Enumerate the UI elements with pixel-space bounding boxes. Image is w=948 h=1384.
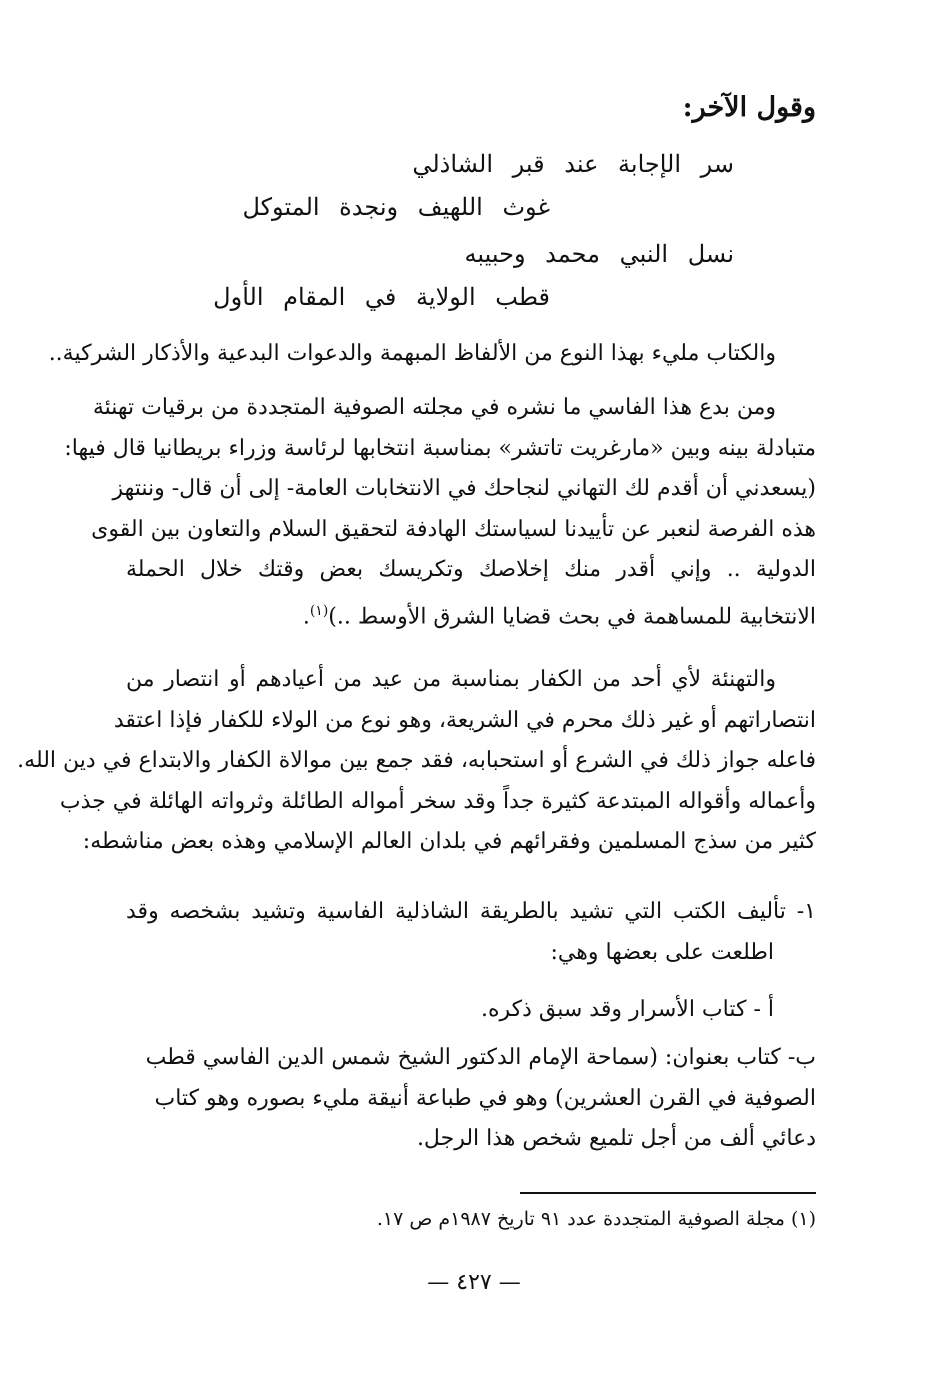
verse-line-3: نسل النبي محمد وحبيبه [464,240,734,268]
paragraph-line: وأعماله وأقواله المبتدعة كثيرة جداً وقد سخر أمواله الطائلة وثرواته الهائلة في جذب [59,788,816,814]
paragraph-2 [64,388,817,631]
list-item-1 [126,892,816,973]
paragraph-line: انتصاراتهم أو غير ذلك محرم في الشريعة، وهو نوع من الولاء للكفار فإذا اعتقد [113,707,816,733]
quote-end-text: الانتخابية للمساهمة في بحث قضايا الشرق الأوسط ..) [328,603,816,629]
paragraph-line: والكتاب مليء بهذا النوع من الألفاظ المبهمة والدعوات البدعية والأذكار الشركية.. [48,341,776,366]
list-line: ب- كتاب بعنوان: (سماحة الإمام الدكتور الشيخ شمس الدين الفاسي قطب [145,1045,816,1070]
footnote-marker: (١) [309,602,329,619]
page-number: — ٤٢٧ — [427,1270,521,1295]
verse-line-1: سر الإجابة عند قبر الشاذلي [412,150,734,178]
paragraph-line: الدولية .. وإني أقدر منك إخلاصك وتكريسك بعض وقتك خلال الحملة [126,557,817,582]
paragraph-line: هذه الفرصة لنعبر عن تأييدنا لسياستك الهادفة لتحقيق السلام والتعاون بين القوى [91,516,816,542]
paragraph-1 [48,334,816,375]
paragraph-3 [17,660,816,863]
list-line: اطلعت على بعضها وهي: [550,939,774,965]
paragraph-line: (يسعدني أن أقدم لك التهاني لنجاحك في الانتخابات العامة- إلى أن قال- وننتهز [112,476,816,501]
paragraph-line: متبادلة بينه وبين «مارغريت تاتشر» بمناسبة انتخابها لرئاسة وزراء بريطانيا قال فيها: [64,435,816,461]
section-heading: وقول الآخر: [682,92,816,123]
period: . [302,603,310,629]
paragraph-line: فاعله جواز ذلك في الشرع أو استحبابه، فقد جمع بين موالاة الكفار والابتداع في دين الله. [17,748,816,773]
paragraph-line-last [126,591,816,632]
list-item-1b [145,1038,816,1160]
paragraph-line: والتهنئة لأي أحد من الكفار بمناسبة من عيد من أعيادهم أو انتصار من [126,667,776,692]
verse-line-2: غوث اللهيف ونجدة المتوكل [242,193,550,221]
footnote-separator [520,1192,816,1194]
list-line: الصوفية في القرن العشرين) وهو في طباعة أنيقة مليء بصوره وهو كتاب [154,1085,816,1111]
list-line: ١- تأليف الكتب التي تشيد بالطريقة الشاذلية الفاسية وتشيد بشخصه وقد [126,899,816,924]
verse-line-4: قطب الولاية في المقام الأول [213,283,550,311]
paragraph-line: كثير من سذج المسلمين وفقرائهم في بلدان العالم الإسلامي وهذه بعض مناشطه: [82,829,816,854]
paragraph-line: ومن بدع هذا الفاسي ما نشره في مجلته الصوفية المتجددة من برقيات تهنئة [92,395,776,420]
footnote: (١) مجلة الصوفية المتجددة عدد ٩١ تاريخ ١٩٨٧م ص ١٧. [376,1208,816,1230]
list-item-1a [126,990,816,1031]
list-line: دعائي ألف من أجل تلميع شخص هذا الرجل. [416,1126,816,1151]
list-line: أ - كتاب الأسرار وقد سبق ذكره. [480,997,774,1022]
